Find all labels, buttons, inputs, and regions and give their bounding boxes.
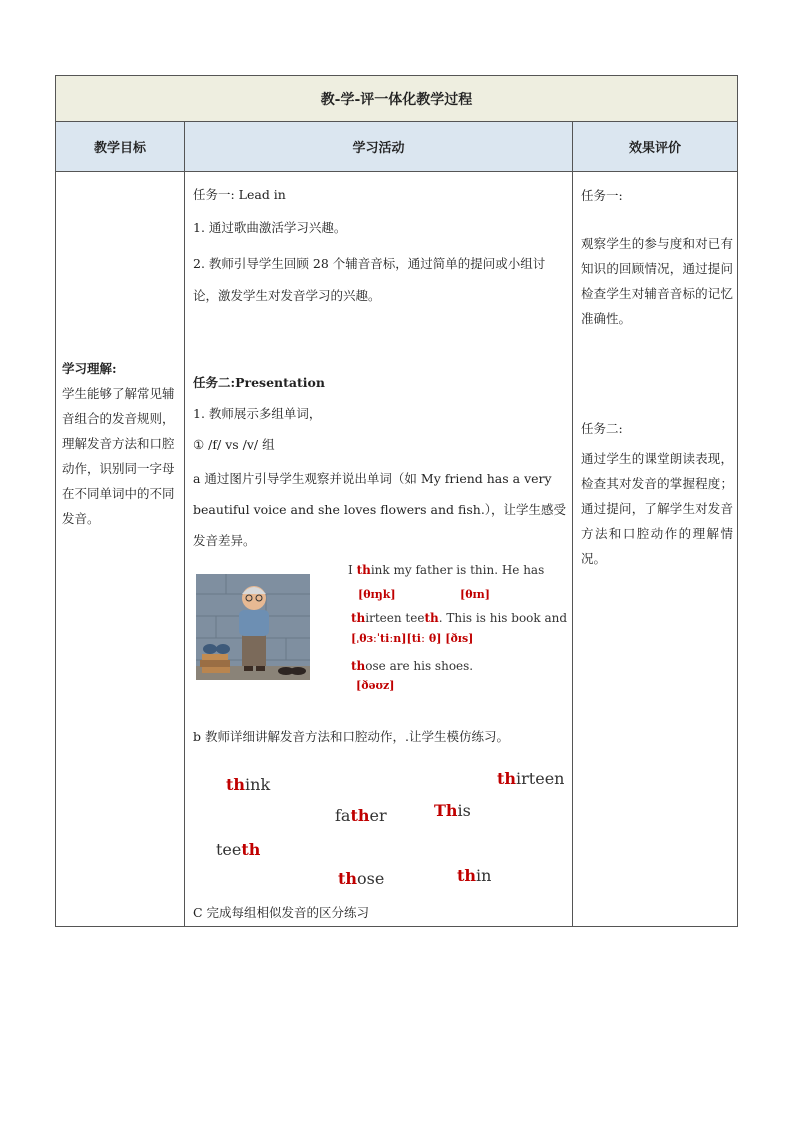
ipa-line2: [ˌθɜːˈtiːn][tiː θ] [ðɪs]: [351, 632, 474, 645]
column-divider: [184, 172, 185, 926]
word-thin: thin: [457, 866, 492, 885]
word-thirteen: thirteen: [497, 769, 565, 788]
goal-cell: [62, 356, 178, 531]
word-teeth: teeth: [216, 840, 261, 859]
old-man-illustration: [196, 574, 310, 680]
task2-item1: 1. 教师展示多组单词，: [193, 406, 322, 421]
group-label: ① /f/ vs /v/ 组: [193, 437, 275, 452]
header-activity: 学习活动: [185, 122, 573, 172]
step-b: b 教师详细讲解发音方法和口腔动作，.让学生模仿练习。: [193, 729, 509, 744]
header-evaluation: 效果评价: [573, 122, 737, 172]
word-this: This: [434, 801, 471, 820]
word-father: father: [335, 806, 387, 825]
sentence-line2: thirteen teeth. This is his book and: [351, 611, 568, 625]
ipa-thin: [θɪn]: [460, 588, 490, 601]
sentence-line1: I think my father is thin. He has: [348, 563, 545, 577]
eval-task2-label: 任务二:: [581, 421, 623, 436]
step-c: C 完成每组相似发音的区分练习: [193, 905, 370, 920]
goal-label: 学习理解:: [62, 361, 117, 376]
task1-item1: 1. 通过歌曲激活学习兴趣。: [193, 220, 347, 235]
word-those: those: [338, 869, 385, 888]
task2-title: 任务二:Presentation: [193, 375, 325, 390]
column-divider: [572, 172, 573, 926]
eval-task1-text: 观察学生的参与度和对已有知识的回顾情况，通过提问检查学生对辅音音标的记忆准确性。: [581, 236, 733, 326]
eval-task1-label: 任务一:: [581, 188, 623, 203]
task1-title: 任务一: Lead in: [193, 187, 286, 202]
sentence-line3: those are his shoes.: [351, 659, 474, 673]
header-goal: 教学目标: [56, 122, 185, 172]
step-a: a 通过图片引导学生观察并说出单词（如 My friend has a very beautiful voice and she loves flowers and fish.），让学生感受发音差异。: [193, 471, 567, 548]
task1-item2: 2. 教师引导学生回顾 28 个辅音音标，通过简单的提问或小组讨论，激发学生对发音学习的兴趣。: [193, 256, 546, 303]
eval-task2-text: 通过学生的课堂朗读表现，检查其对发音的掌握程度；通过提问，了解学生对发音方法和口腔动作的理解情况。: [581, 451, 733, 566]
ipa-those: [ðəʊz]: [356, 679, 395, 692]
ipa-think: [θɪŋk]: [358, 588, 396, 601]
lesson-table: [55, 75, 738, 927]
table-title: 教-学-评一体化教学过程: [56, 76, 737, 122]
goal-text: 学生能够了解常见辅音组合的发音规则，理解发音方法和口腔动作，识别同一字母在不同单词中的不同发音。: [62, 386, 175, 526]
word-think: think: [226, 775, 271, 794]
